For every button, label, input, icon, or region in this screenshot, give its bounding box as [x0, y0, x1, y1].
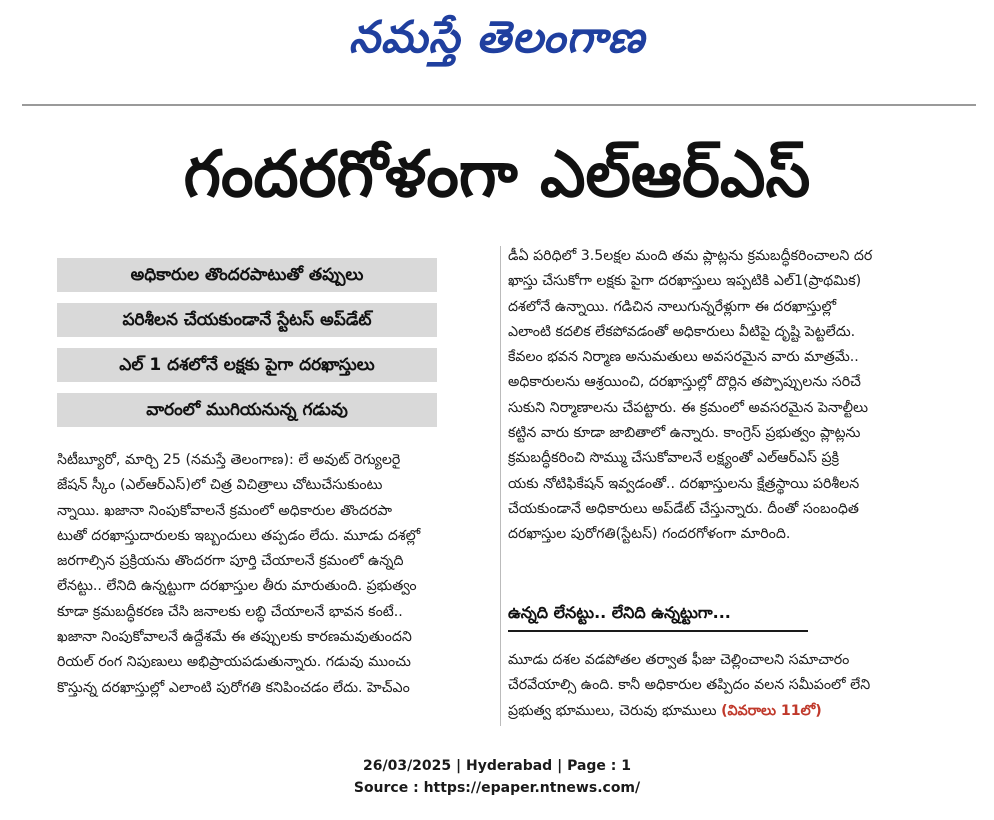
left-column-text	[57, 448, 493, 701]
footer-dateline: 26/03/2025 | Hyderabad | Page : 1	[362, 758, 632, 774]
subhead-4: వారంలో ముగియనున్న గడువు	[57, 393, 437, 427]
text-line: యకు నోటిఫికేషన్‌ ఇవ్వడంతో.. దరఖాస్తులను క్షేత్రస్థాయి పరిశీలన	[508, 475, 860, 492]
footer-source: Source : https://epaper.ntnews.com/	[353, 780, 641, 796]
text-line: మూడు దశల వడపోతల తర్వాత ఫీజు చెల్లించాలని సమాచారం	[508, 652, 850, 668]
text-line: కేవలం భవన నిర్మాణ అనుమతులు అవసరమైన వారు మాత్రమే..	[508, 349, 859, 366]
text-line: ఎలాంటి కదలిక లేకపోవడంతో అధికారులు వీటిపై దృష్టి పెట్టలేదు.	[508, 323, 856, 340]
newspaper-masthead: నమస్తే తెలంగాణ	[348, 12, 646, 63]
continued-reference: (వివరాలు 11లో)	[721, 702, 822, 719]
text-line: లేనట్టు.. లేనిది ఉన్నట్టుగా దరఖాస్తుల తీరు మారుతుంది. ప్రభుత్వం	[57, 578, 417, 595]
text-line: సిటీబ్యూరో, మార్చి 25 (నమస్తే తెలంగాణ): లే అవుట్‌ రెగ్యులరై	[57, 452, 401, 468]
text-line: అధికారులను ఆశ్రయించి, దరఖాస్తుల్లో దొర్లిన తప్పొప్పులను సరిచే	[508, 374, 861, 391]
text-line: జేషన్‌ స్కీం (ఎల్‌ఆర్‌ఎస్‌)లో చిత్ర విచిత్రాలు చోటుచేసుకుంటు	[57, 477, 383, 494]
text-line: కొస్తున్న దరఖాస్తుల్లో ఎలాంటి పురోగతి కనిపించడం లేదు. హెచ్‌ఎం	[57, 679, 410, 696]
text-line: కూడా క్రమబద్ధీకరణ చేసి జనాలకు లబ్ధి చేయాలనే భావన కంటే..	[57, 603, 403, 620]
right-column-text	[508, 244, 948, 548]
subhead-3: ఎల్‌ 1 దశలోనే లక్షకు పైగా దరఖాస్తులు	[57, 348, 437, 382]
headline: గందరగోళంగా ఎల్‌ఆర్‌ఎస్‌	[183, 138, 811, 212]
subhead-2: పరిశీలన చేయకుండానే స్టేటస్‌ అప్‌డేట్‌	[57, 303, 437, 337]
text-line: సుకుని నిర్మాణాలను చేపట్టారు. ఈ క్రమంలో అవసరమైన పెనాల్టీలు	[508, 399, 869, 416]
section-subheading: ఉన్నది లేనట్టు.. లేనిది ఉన్నట్టుగా...	[508, 596, 808, 632]
text-line: ఖజానా నింపుకోవాలనే ఉద్దేశమే ఈ తప్పులకు కారణమవుతుందని	[57, 629, 412, 646]
text-line: క్రమబద్ధీకరించి సొమ్ము చేసుకోవాలనే లక్ష్యంతో ఎల్‌ఆర్‌ఎస్‌ ప్రక్రి	[508, 450, 839, 467]
text-line: న్నాయి. ఖజానా నింపుకోవాలనే క్రమంలో అధికారుల తొందరపా	[57, 502, 393, 519]
text-line: కట్టిన వారు కూడా జాబితాలో ఉన్నారు. కాంగ్రెస్‌ ప్రభుత్వం ప్లాట్లను	[508, 425, 861, 442]
column-divider	[500, 246, 501, 726]
text-line: రియల్‌ రంగ నిపుణులు అభిప్రాయపడుతున్నారు. గడువు ముంచు	[57, 654, 411, 671]
text-line: జరగాల్సిన ప్రక్రియను తొందరగా పూర్తి చేయాలనే క్రమంలో ఉన్నది	[57, 553, 404, 570]
text-line: చేయకుండానే అధికారులు అప్‌డేట్‌ చేస్తున్నారు. దీంతో సంబంధిత	[508, 500, 859, 517]
text-line	[508, 699, 948, 724]
text-line: దరఖాస్తుల పురోగతి(స్టేటస్‌) గందరగోళంగా మారింది.	[508, 526, 791, 543]
subhead-1: అధికారుల తొందరపాటుతో తప్పులు	[57, 258, 437, 292]
text-line: డీఏ పరిధిలో 3.5లక్షల మంది తమ ప్లాట్లను క్రమబద్ధీకరించాలని దర	[508, 248, 873, 264]
text-line: టుతో దరఖాస్తుదారులకు ఇబ్బందులు తప్పడం లేదు. మూడు దశల్లో	[57, 527, 421, 544]
masthead-divider	[22, 104, 976, 106]
text-line: ఖాస్తు చేసుకోగా లక్షకు పైగా దరఖాస్తులు ఇప్పటికి ఎల్‌1(ప్రాథమిక)	[508, 273, 862, 290]
text-line: దశలోనే ఉన్నాయి. గడిచిన నాలుగున్నరేళ్లుగా ఈ దరఖాస్తుల్లో	[508, 298, 837, 315]
text-fragment: ప్రభుత్వ భూములు, చెరువు భూములు	[508, 702, 717, 719]
text-line: చేరవేయాల్సి ఉంది. కానీ అధికారుల తప్పిదం వలన సమీపంలో లేని	[508, 677, 871, 694]
right-column-continuation	[508, 648, 948, 724]
